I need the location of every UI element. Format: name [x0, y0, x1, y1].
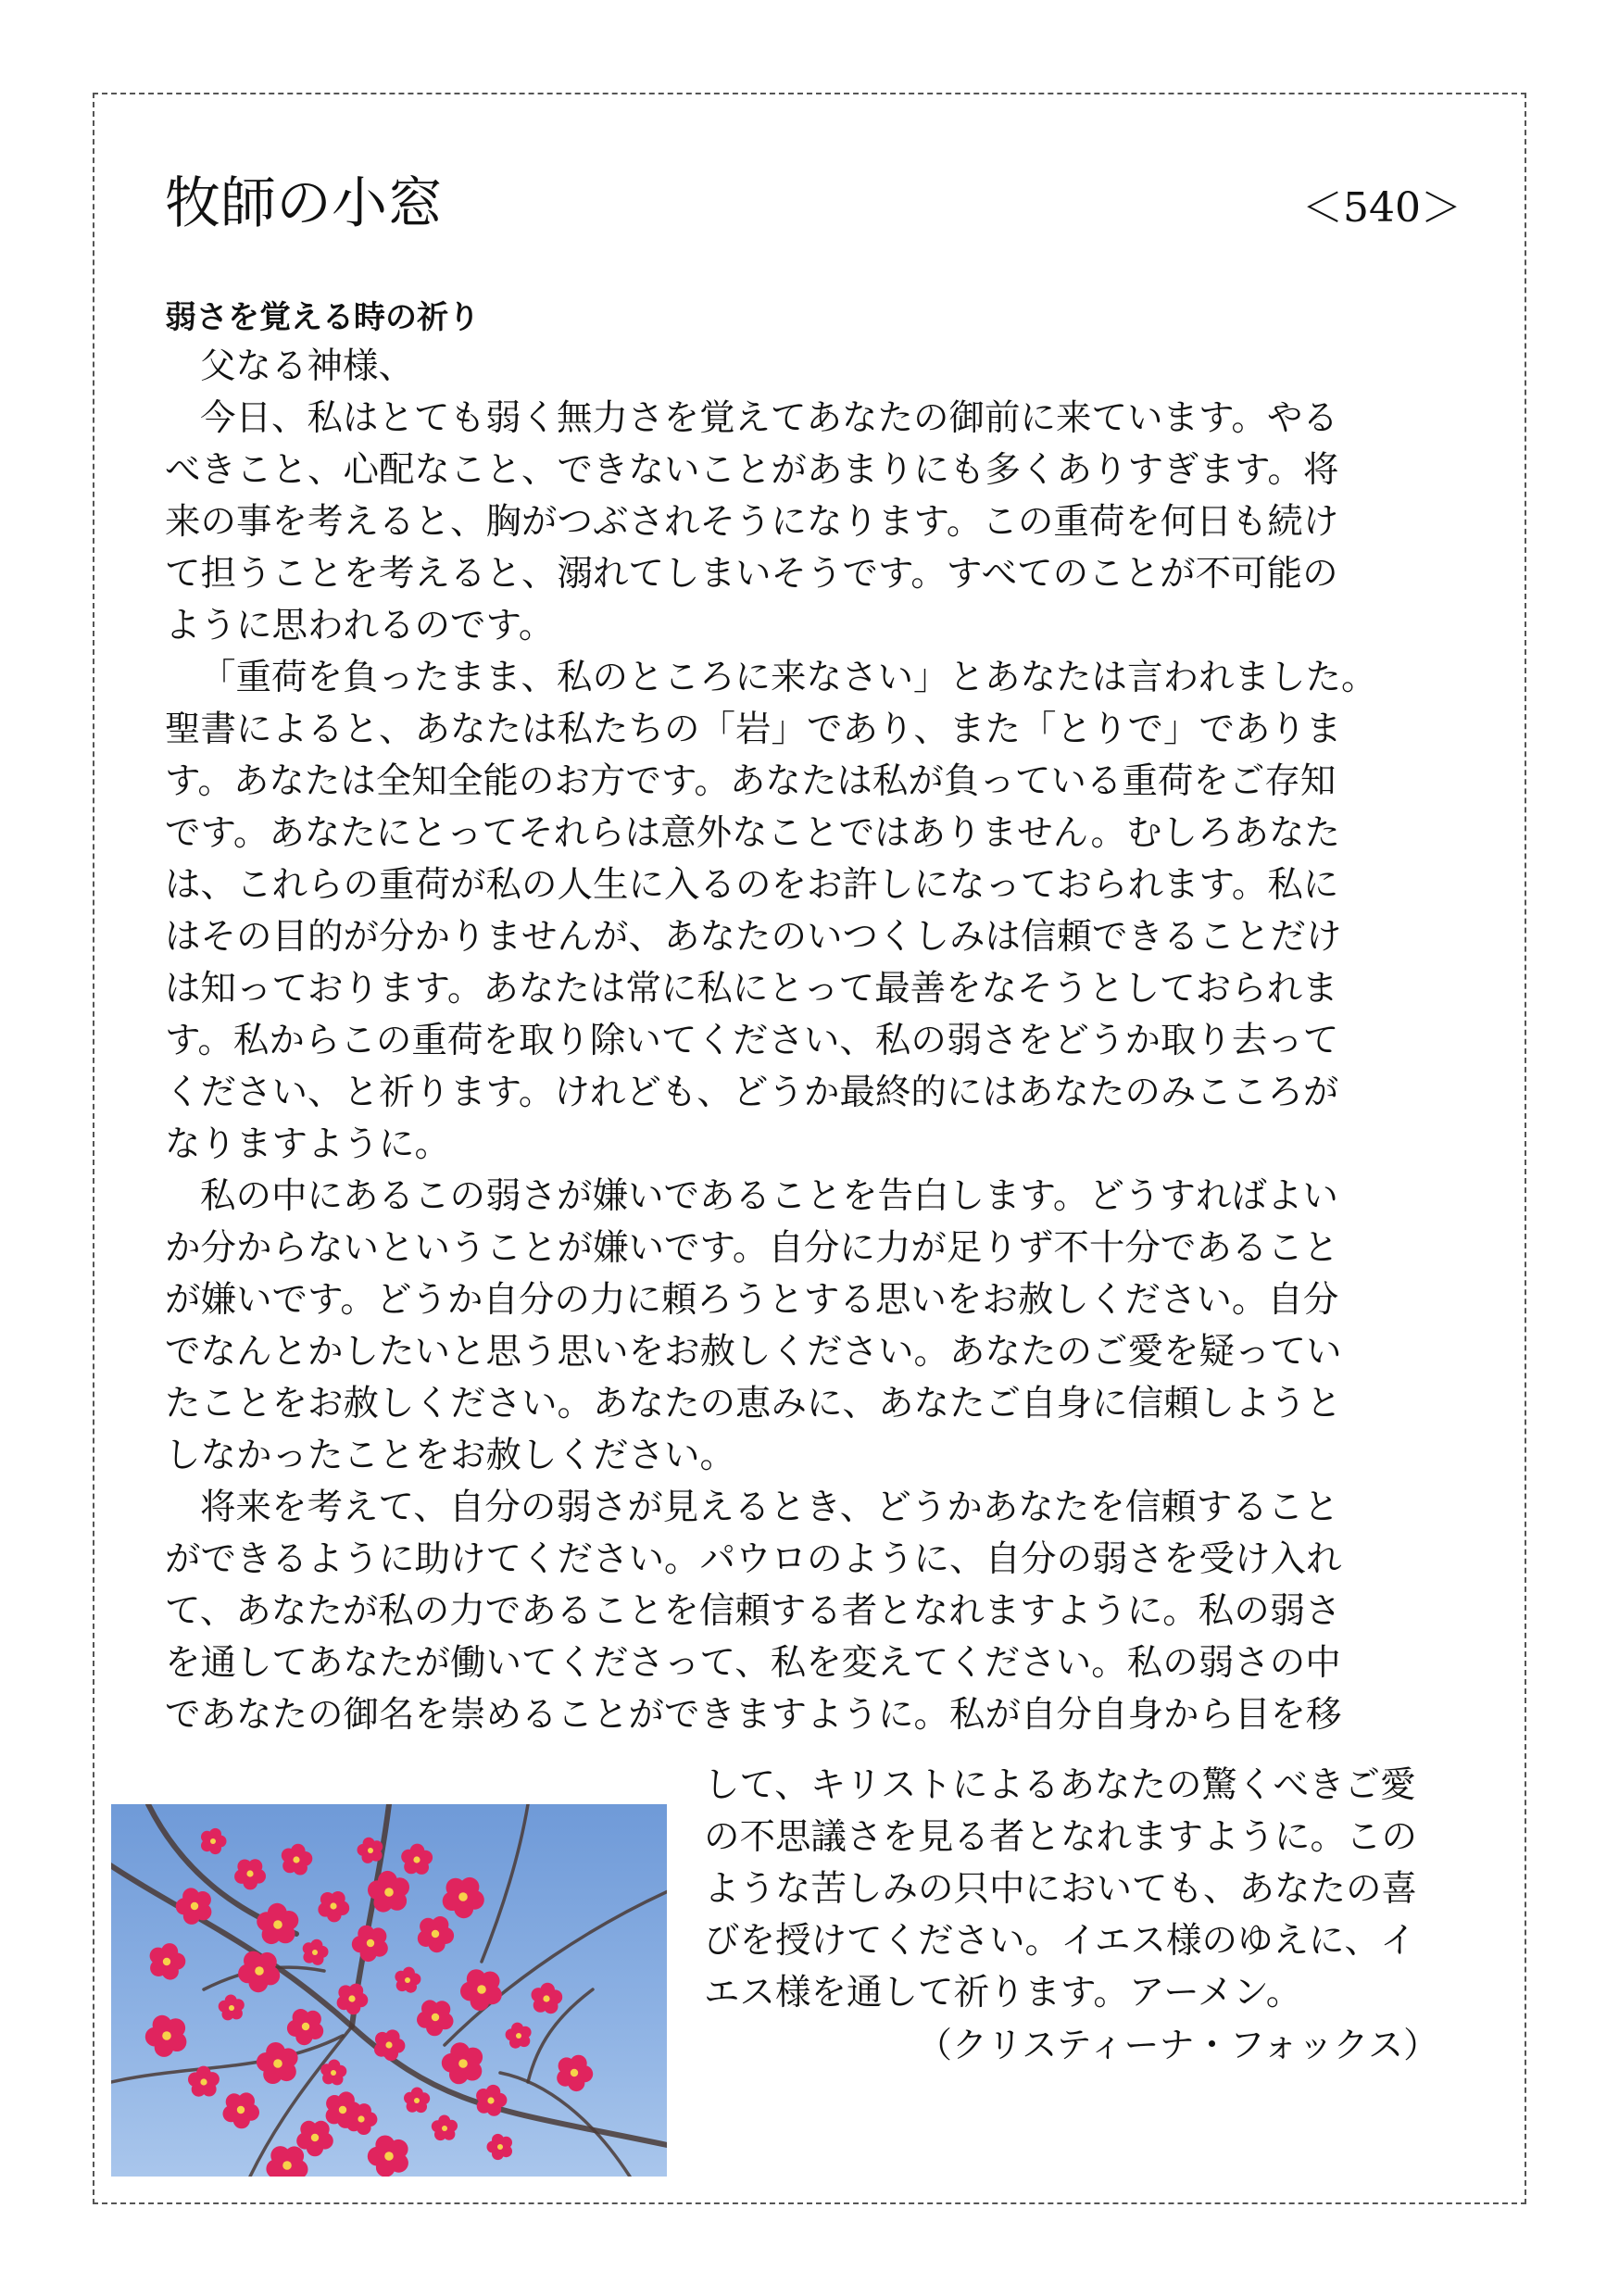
body-line: 来の事を考えると、胸がつぶされそうになります。この重荷を何日も続け	[165, 501, 1339, 543]
blossom	[303, 1939, 329, 1965]
blossom	[404, 2088, 430, 2114]
blossom	[374, 2029, 405, 2061]
body-line: て、あなたが私の力であることを信頼する者となれますように。私の弱さ	[165, 1590, 1341, 1632]
body-line: たことをお赦しください。あなたの恵みに、あなたご自身に信頼しようと	[165, 1383, 1342, 1424]
blossom	[418, 1916, 454, 1952]
body-line: ください、と祈ります。けれども、どうか最終的にはあなたのみこころが	[165, 1072, 1339, 1113]
body-line: す。あなたは全知全能のお方です。あなたは私が負っている重荷をご存知	[165, 760, 1337, 802]
blossom	[318, 1891, 349, 1922]
blossom	[395, 1967, 420, 1993]
blossom	[257, 1903, 298, 1944]
body-line: 父なる神様、	[200, 345, 415, 387]
author-attribution: （クリスティーナ・フォックス）	[917, 2025, 1439, 2065]
plum-blossom-photo	[111, 1804, 667, 2177]
body-line: であなたの御名を崇めることができますように。私が自分自身から目を移	[165, 1694, 1342, 1736]
body-line: の不思議さを見る者となれますように。この	[704, 1816, 1418, 1858]
blossom	[257, 2042, 298, 2084]
body-line: べきこと、心配なこと、できないことがあまりにも多くありすぎます。将	[165, 449, 1339, 491]
body-line: びを授けてください。イエス様のゆえに、イ	[704, 1920, 1416, 1962]
blossom	[417, 2000, 454, 2036]
body-line: を通してあなたが働いてくださって、私を変えてください。私の弱さの中	[165, 1642, 1341, 1684]
blossom	[401, 1844, 433, 1875]
body-line: ような苦しみの只中においても、あなたの喜	[704, 1868, 1418, 1910]
blossom	[201, 1828, 227, 1854]
blossom	[223, 2092, 260, 2128]
blossom	[460, 1969, 502, 2011]
body-line: です。あなたにとってそれらは意外なことではありません。むしろあなた	[165, 812, 1340, 854]
body-line: 今日、私はとても弱く無力さを覚えてあなたの御前に来ています。やる	[200, 397, 1338, 439]
blossom	[557, 2055, 593, 2091]
blossom	[442, 2042, 483, 2084]
body-line: す。私からこの重荷を取り除いてください、私の弱さをどうか取り去って	[165, 1020, 1339, 1061]
body-line: して、キリストによるあなたの驚くべきご愛	[704, 1764, 1416, 1806]
body-line: 聖書によると、あなたは私たちの「岩」であり、また「とりで」でありま	[165, 709, 1342, 750]
blossom	[506, 2023, 532, 2049]
blossom	[352, 1926, 388, 1962]
blossom	[368, 2136, 408, 2177]
body-line: か分からないということが嫌いです。自分に力が足りず不十分であること	[165, 1227, 1339, 1269]
blossom	[287, 2009, 323, 2045]
blossom	[443, 1877, 484, 1918]
issue-number: ＜540＞	[1302, 184, 1462, 232]
body-line: ように思われるのです。	[165, 605, 555, 646]
branch	[482, 1804, 528, 1962]
blossom	[219, 1995, 245, 2021]
blossom	[432, 2115, 458, 2141]
blossom	[266, 2146, 307, 2177]
body-line: エス様を通して祈ります。アーメン。	[704, 1972, 1302, 2014]
body-line: なりますように。	[165, 1123, 451, 1165]
body-line: はその目的が分かりませんが、あなたのいつくしみは信頼できることだけ	[165, 916, 1342, 958]
blossom	[337, 1984, 369, 2015]
plum-blossom-illustration	[111, 1804, 667, 2177]
blossom	[150, 1943, 186, 1980]
body-line: ができるように助けてください。パウロのように、自分の弱さを受け入れ	[165, 1538, 1342, 1580]
blossom	[532, 1983, 563, 2014]
body-line: は知っております。あなたは常に私にとって最善をなそうとしておられま	[165, 968, 1338, 1010]
page-title: 牧師の小窓	[165, 171, 443, 236]
body-line: は、これらの重荷が私の人生に入るのをお許しになっておられます。私に	[165, 864, 1339, 906]
body-line: 将来を考えて、自分の弱さが見えるとき、どうかあなたを信頼すること	[200, 1487, 1339, 1528]
body-line: 「重荷を負ったまま、私のところに来なさい」とあなたは言われました。	[200, 657, 1377, 698]
blossom	[145, 2015, 187, 2057]
body-line: でなんとかしたいと思う思いをお赦しください。あなたのご愛を疑ってい	[165, 1331, 1342, 1373]
body-line: が嫌いです。どうか自分の力に頼ろうとする思いをお赦しください。自分	[165, 1279, 1339, 1321]
blossom	[282, 1844, 313, 1876]
body-line: 私の中にあるこの弱さが嫌いであることを告白します。どうすればよい	[200, 1175, 1338, 1217]
branch	[445, 1888, 667, 2045]
blossom	[234, 1859, 266, 1889]
article-title: 弱さを覚える時の祈り	[165, 299, 480, 336]
blossom	[176, 1888, 212, 1924]
blossom	[358, 1838, 383, 1863]
blossom	[238, 1951, 280, 1993]
body-line: て担うことを考えると、溺れてしまいそうです。すべてのことが不可能の	[165, 553, 1338, 595]
body-line: しなかったことをお赦しください。	[165, 1435, 736, 1476]
blossom	[487, 2134, 513, 2160]
